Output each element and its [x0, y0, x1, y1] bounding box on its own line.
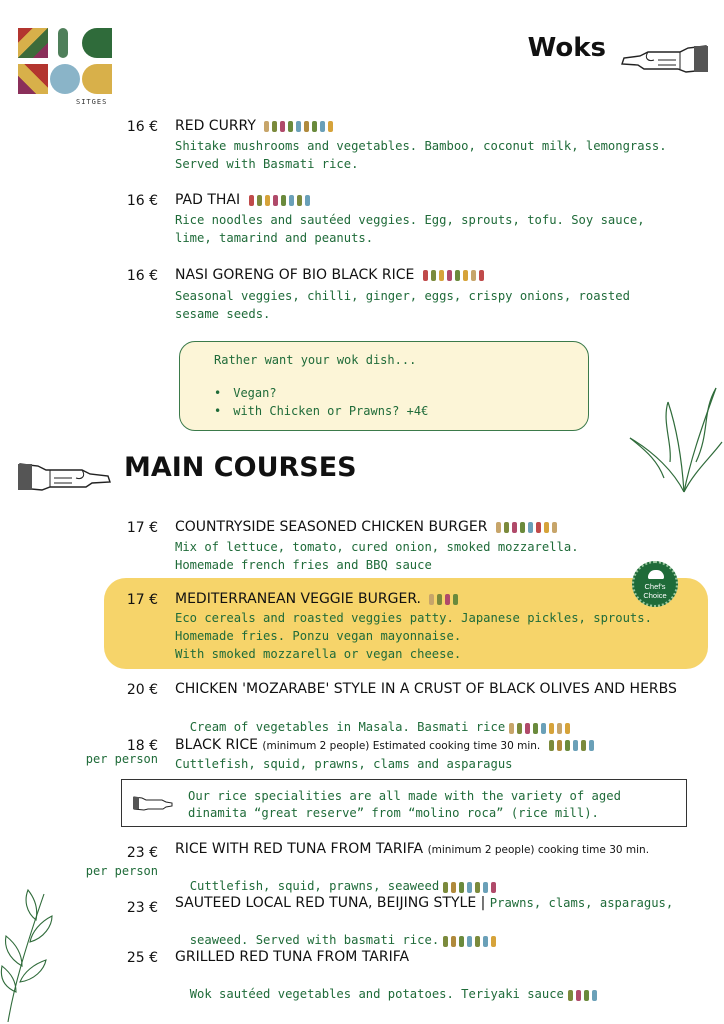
allergen-icon	[423, 270, 428, 281]
logo-tile-c2	[82, 64, 112, 94]
item-title	[175, 591, 461, 607]
item-price: 17 €	[126, 520, 158, 536]
item-price: 25 €	[126, 950, 158, 966]
allergen-icon	[467, 936, 472, 947]
allergen-icons	[249, 192, 313, 208]
allergen-icon	[463, 270, 468, 281]
main-courses-title: MAIN COURSES	[124, 452, 357, 483]
allergen-icon	[549, 723, 554, 734]
brand-logo	[18, 28, 114, 108]
wok-options-question: Rather want your wok dish...	[214, 353, 417, 367]
allergen-icon	[289, 195, 294, 206]
item-title	[175, 737, 597, 753]
item-description: Seasonal veggies, chilli, ginger, eggs, crispy onions, roasted sesame seeds.	[175, 289, 630, 321]
item-description	[175, 967, 600, 1004]
allergen-icon	[576, 990, 581, 1001]
wok-option: • with Chicken or Prawns? +4€	[214, 402, 428, 420]
allergen-icon	[589, 740, 594, 751]
allergen-icon	[475, 882, 480, 893]
allergen-icon	[447, 270, 452, 281]
allergen-icon	[479, 270, 484, 281]
item-name: MEDITERRANEAN VEGGIE BURGER.	[175, 591, 422, 607]
allergen-icon	[565, 740, 570, 751]
allergen-icon	[525, 723, 530, 734]
allergen-icon	[565, 723, 570, 734]
allergen-icon	[264, 121, 269, 132]
item-title	[175, 118, 336, 134]
item-price: 17 €	[126, 592, 158, 608]
allergen-icon	[528, 522, 533, 533]
item-title	[175, 841, 649, 857]
allergen-icon	[265, 195, 270, 206]
per-person-label: per person	[85, 864, 158, 878]
allergen-icon	[483, 882, 488, 893]
allergen-icon	[573, 740, 578, 751]
chef-hat-icon	[648, 570, 664, 579]
item-name: PAD THAI	[175, 192, 241, 208]
allergen-icons	[443, 878, 499, 896]
item-description: Rice noodles and sautéed veggies. Egg, sprouts, tofu. Soy sauce, lime, tamarind and peanuts.	[175, 213, 645, 245]
chefs-choice-badge	[632, 561, 678, 607]
item-price: 18 €	[126, 738, 158, 754]
item-price: 16 €	[126, 268, 158, 284]
allergen-icon	[320, 121, 325, 132]
item-title	[175, 681, 677, 697]
allergen-icon	[509, 723, 514, 734]
allergen-icon	[581, 740, 586, 751]
allergen-icon	[443, 882, 448, 893]
allergen-icon	[491, 936, 496, 947]
allergen-icon	[517, 723, 522, 734]
item-description	[175, 700, 573, 737]
logo-tile-i	[58, 28, 68, 58]
allergen-icon	[437, 594, 442, 605]
allergen-icon	[552, 522, 557, 533]
allergen-icon	[312, 121, 317, 132]
allergen-icon	[541, 723, 546, 734]
allergen-icon	[453, 594, 458, 605]
allergen-icon	[584, 990, 589, 1001]
item-description: Mix of lettuce, tomato, cured onion, smoked mozzarella. Homemade french fries and BBQ sauce	[175, 540, 579, 572]
item-name: NASI GORENG OF BIO BLACK RICE	[175, 267, 415, 283]
item-description-text: Wok sautéed vegetables and potatoes. Teriyaki sauce	[189, 987, 564, 1001]
allergen-icon	[439, 270, 444, 281]
allergen-icons	[496, 519, 560, 535]
item-name: BLACK RICE	[175, 737, 258, 753]
allergen-icon	[451, 936, 456, 947]
allergen-icon	[533, 723, 538, 734]
item-price: 20 €	[126, 682, 158, 698]
item-name: RICE WITH RED TUNA FROM TARIFA	[175, 841, 424, 857]
allergen-icon	[445, 594, 450, 605]
rice-info-box	[121, 779, 687, 827]
pointing-hand-icon	[618, 38, 710, 78]
allergen-icon	[281, 195, 286, 206]
allergen-icon	[496, 522, 501, 533]
allergen-icon	[443, 936, 448, 947]
item-description-text: Cream of vegetables in Masala. Basmati rice	[189, 720, 506, 734]
item-price: 16 €	[126, 193, 158, 209]
item-price: 16 €	[126, 119, 158, 135]
item-description	[175, 859, 499, 896]
pointing-hand-icon	[132, 793, 174, 813]
item-name: COUNTRYSIDE SEASONED CHICKEN BURGER	[175, 519, 488, 535]
logo-tile-m2	[18, 64, 48, 94]
allergen-icon	[273, 195, 278, 206]
logo-tile-m	[18, 28, 48, 58]
allergen-icon	[557, 723, 562, 734]
item-name: GRILLED RED TUNA FROM TARIFA	[175, 949, 410, 965]
item-description-text: Cuttlefish, squid, prawns, seaweed	[189, 879, 440, 893]
allergen-icons	[429, 591, 461, 607]
allergen-icon	[568, 990, 573, 1001]
allergen-icon	[296, 121, 301, 132]
item-description-inline: Prawns, clams, asparagus,	[489, 896, 674, 910]
allergen-icon	[536, 522, 541, 533]
allergen-icon	[549, 740, 554, 751]
allergen-icon	[257, 195, 262, 206]
item-description: Eco cereals and roasted veggies patty. Japanese pickles, sprouts. Homemade fries. Ponzu vegan mayonnaise. With smoked mozzarella or vegan cheese.	[175, 611, 652, 661]
allergen-icon	[544, 522, 549, 533]
allergen-icon	[512, 522, 517, 533]
logo-tile-o	[50, 64, 80, 94]
allergen-icon	[471, 270, 476, 281]
seaweed-illustration	[624, 382, 724, 494]
item-name: RED CURRY	[175, 118, 256, 134]
allergen-icon	[280, 121, 285, 132]
allergen-icon	[455, 270, 460, 281]
per-person-label: per person	[85, 752, 158, 766]
pointing-hand-icon	[16, 456, 112, 496]
allergen-icons	[423, 267, 487, 283]
wok-option: • Vegan?	[214, 384, 428, 402]
allergen-icon	[467, 882, 472, 893]
item-description	[175, 913, 499, 950]
allergen-icon	[272, 121, 277, 132]
allergen-icon	[520, 522, 525, 533]
allergen-icons	[509, 719, 573, 737]
allergen-icon	[475, 936, 480, 947]
item-description: Shitake mushrooms and vegetables. Bamboo, coconut milk, lemongrass. Served with Basmati rice.	[175, 139, 667, 171]
allergen-icons	[549, 737, 597, 753]
item-price: 23 €	[126, 900, 158, 916]
logo-subtitle: SITGES	[76, 98, 108, 106]
allergen-icon	[288, 121, 293, 132]
item-note: (minimum 2 people) cooking time 30 min.	[427, 844, 650, 856]
allergen-icon	[297, 195, 302, 206]
allergen-icons	[568, 986, 600, 1004]
leaf-branch-illustration	[0, 886, 56, 1022]
logo-tile-c	[82, 28, 112, 58]
item-name: CHICKEN 'MOZARABE' STYLE IN A CRUST OF BLACK OLIVES AND HERBS	[175, 681, 677, 697]
allergen-icon	[249, 195, 254, 206]
item-description-text: seaweed. Served with basmati rice.	[189, 933, 440, 947]
item-title	[175, 192, 313, 208]
item-title	[175, 267, 487, 283]
allergen-icon	[483, 936, 488, 947]
item-title	[175, 519, 560, 535]
allergen-icons	[443, 932, 499, 950]
allergen-icon	[328, 121, 333, 132]
allergen-icon	[429, 594, 434, 605]
wok-options-box	[179, 341, 589, 431]
allergen-icon	[304, 121, 309, 132]
allergen-icon	[557, 740, 562, 751]
allergen-icon	[431, 270, 436, 281]
allergen-icon	[459, 936, 464, 947]
wok-options-list	[214, 384, 428, 420]
item-price: 23 €	[126, 845, 158, 861]
item-title	[175, 895, 673, 911]
woks-title: Woks	[527, 33, 606, 63]
allergen-icon	[305, 195, 310, 206]
rice-info-text: Our rice specialities are all made with the variety of aged dinamita “great reserve” from “molino roca” (rice mill).	[188, 789, 621, 820]
item-note: (minimum 2 people) Estimated cooking time 30 min.	[262, 740, 541, 752]
allergen-icon	[491, 882, 496, 893]
badge-text: Chef's Choice	[643, 582, 667, 600]
item-name: SAUTEED LOCAL RED TUNA, BEIJING STYLE |	[175, 895, 486, 911]
allergen-icon	[451, 882, 456, 893]
item-title	[175, 949, 409, 965]
item-description: Cuttlefish, squid, prawns, clams and asparagus	[175, 757, 513, 771]
allergen-icon	[459, 882, 464, 893]
allergen-icons	[264, 118, 336, 134]
allergen-icon	[504, 522, 509, 533]
allergen-icon	[592, 990, 597, 1001]
